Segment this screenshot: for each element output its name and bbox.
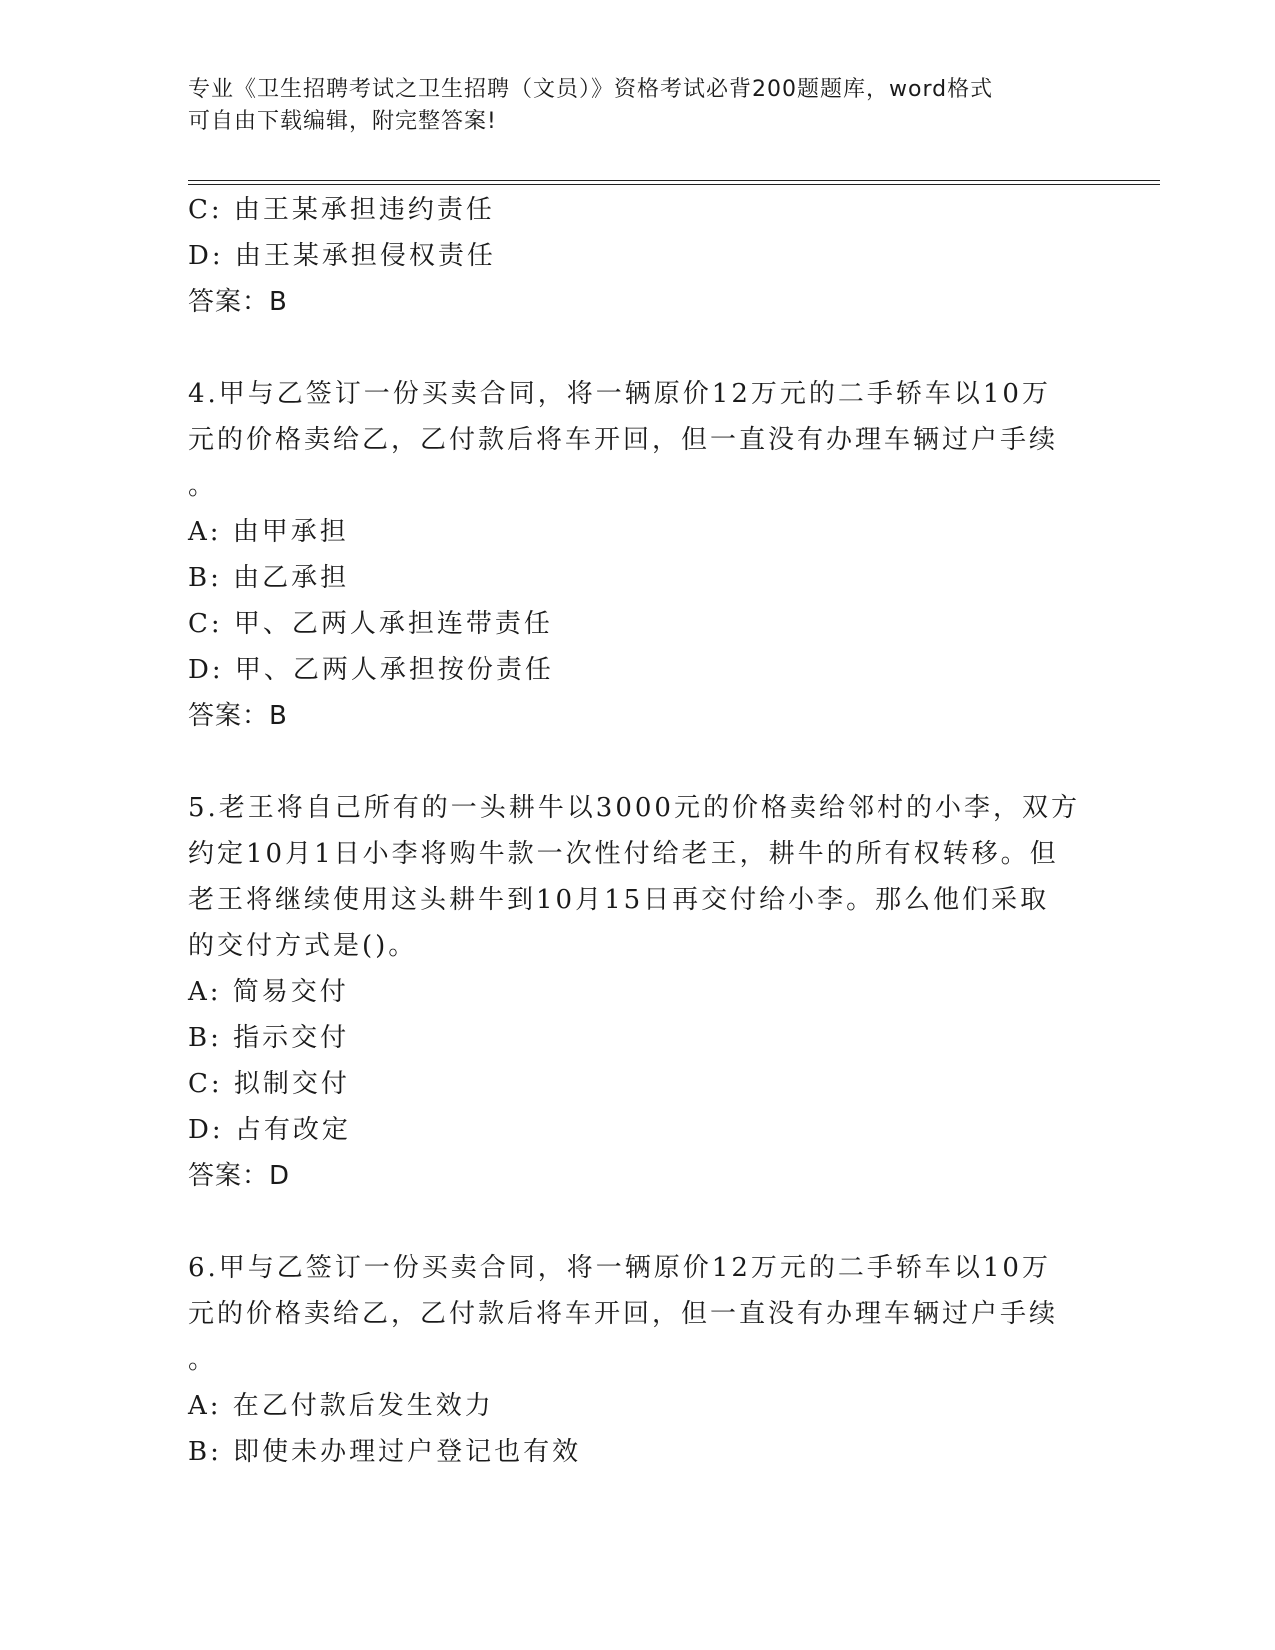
question-stem-line: 。 bbox=[188, 471, 218, 501]
spacer bbox=[188, 1199, 1088, 1245]
question-block-3 bbox=[188, 187, 1088, 325]
question-block-5 bbox=[188, 785, 1088, 1199]
question-block-4 bbox=[188, 371, 1088, 739]
answer-label: 答案：B bbox=[188, 287, 288, 317]
header-line-2: 可自由下载编辑，附完整答案! bbox=[188, 109, 497, 134]
spacer bbox=[188, 739, 1088, 785]
question-stem-line: 元的价格卖给乙，乙付款后将车开回，但一直没有办理车辆过户手续 bbox=[188, 425, 1059, 455]
question-stem-line: 5.老王将自己所有的一头耕牛以3000元的价格卖给邻村的小李，双方 bbox=[188, 793, 1080, 823]
question-stem-line: 6.甲与乙签订一份买卖合同，将一辆原价12万元的二手轿车以10万 bbox=[188, 1253, 1051, 1283]
question-stem-line: 。 bbox=[188, 1345, 218, 1375]
spacer bbox=[188, 325, 1088, 371]
option-b: B: 由乙承担 bbox=[188, 563, 350, 593]
option-d: D: 占有改定 bbox=[188, 1115, 351, 1145]
document-header bbox=[188, 74, 1088, 138]
header-line-1: 专业《卫生招聘考试之卫生招聘（文员）》资格考试必背200题题库，word格式 bbox=[188, 77, 994, 102]
option-a: A: 简易交付 bbox=[188, 977, 349, 1007]
option-b: B: 指示交付 bbox=[188, 1023, 350, 1053]
option-a: A: 由甲承担 bbox=[188, 517, 349, 547]
question-stem-line: 4.甲与乙签订一份买卖合同，将一辆原价12万元的二手轿车以10万 bbox=[188, 379, 1051, 409]
question-list bbox=[188, 187, 1088, 1475]
option-a: A: 在乙付款后发生效力 bbox=[188, 1391, 494, 1421]
option-c: C: 拟制交付 bbox=[188, 1069, 350, 1099]
answer-label: 答案：D bbox=[188, 1161, 291, 1191]
option-b: B: 即使未办理过户登记也有效 bbox=[188, 1437, 582, 1467]
question-block-6 bbox=[188, 1245, 1088, 1475]
question-stem-line: 元的价格卖给乙，乙付款后将车开回，但一直没有办理车辆过户手续 bbox=[188, 1299, 1059, 1329]
question-stem-line: 老王将继续使用这头耕牛到10月15日再交付给小李。那么他们采取 bbox=[188, 885, 1050, 915]
option-c: C: 由王某承担违约责任 bbox=[188, 195, 495, 225]
question-stem-line: 的交付方式是()。 bbox=[188, 931, 418, 961]
answer-label: 答案：B bbox=[188, 701, 288, 731]
option-c: C: 甲、乙两人承担连带责任 bbox=[188, 609, 553, 639]
option-d: D: 由王某承担侵权责任 bbox=[188, 241, 496, 271]
option-d: D: 甲、乙两人承担按份责任 bbox=[188, 655, 554, 685]
question-stem-line: 约定10月1日小李将购牛款一次性付给老王，耕牛的所有权转移。但 bbox=[188, 839, 1059, 869]
header-divider bbox=[188, 180, 1160, 185]
